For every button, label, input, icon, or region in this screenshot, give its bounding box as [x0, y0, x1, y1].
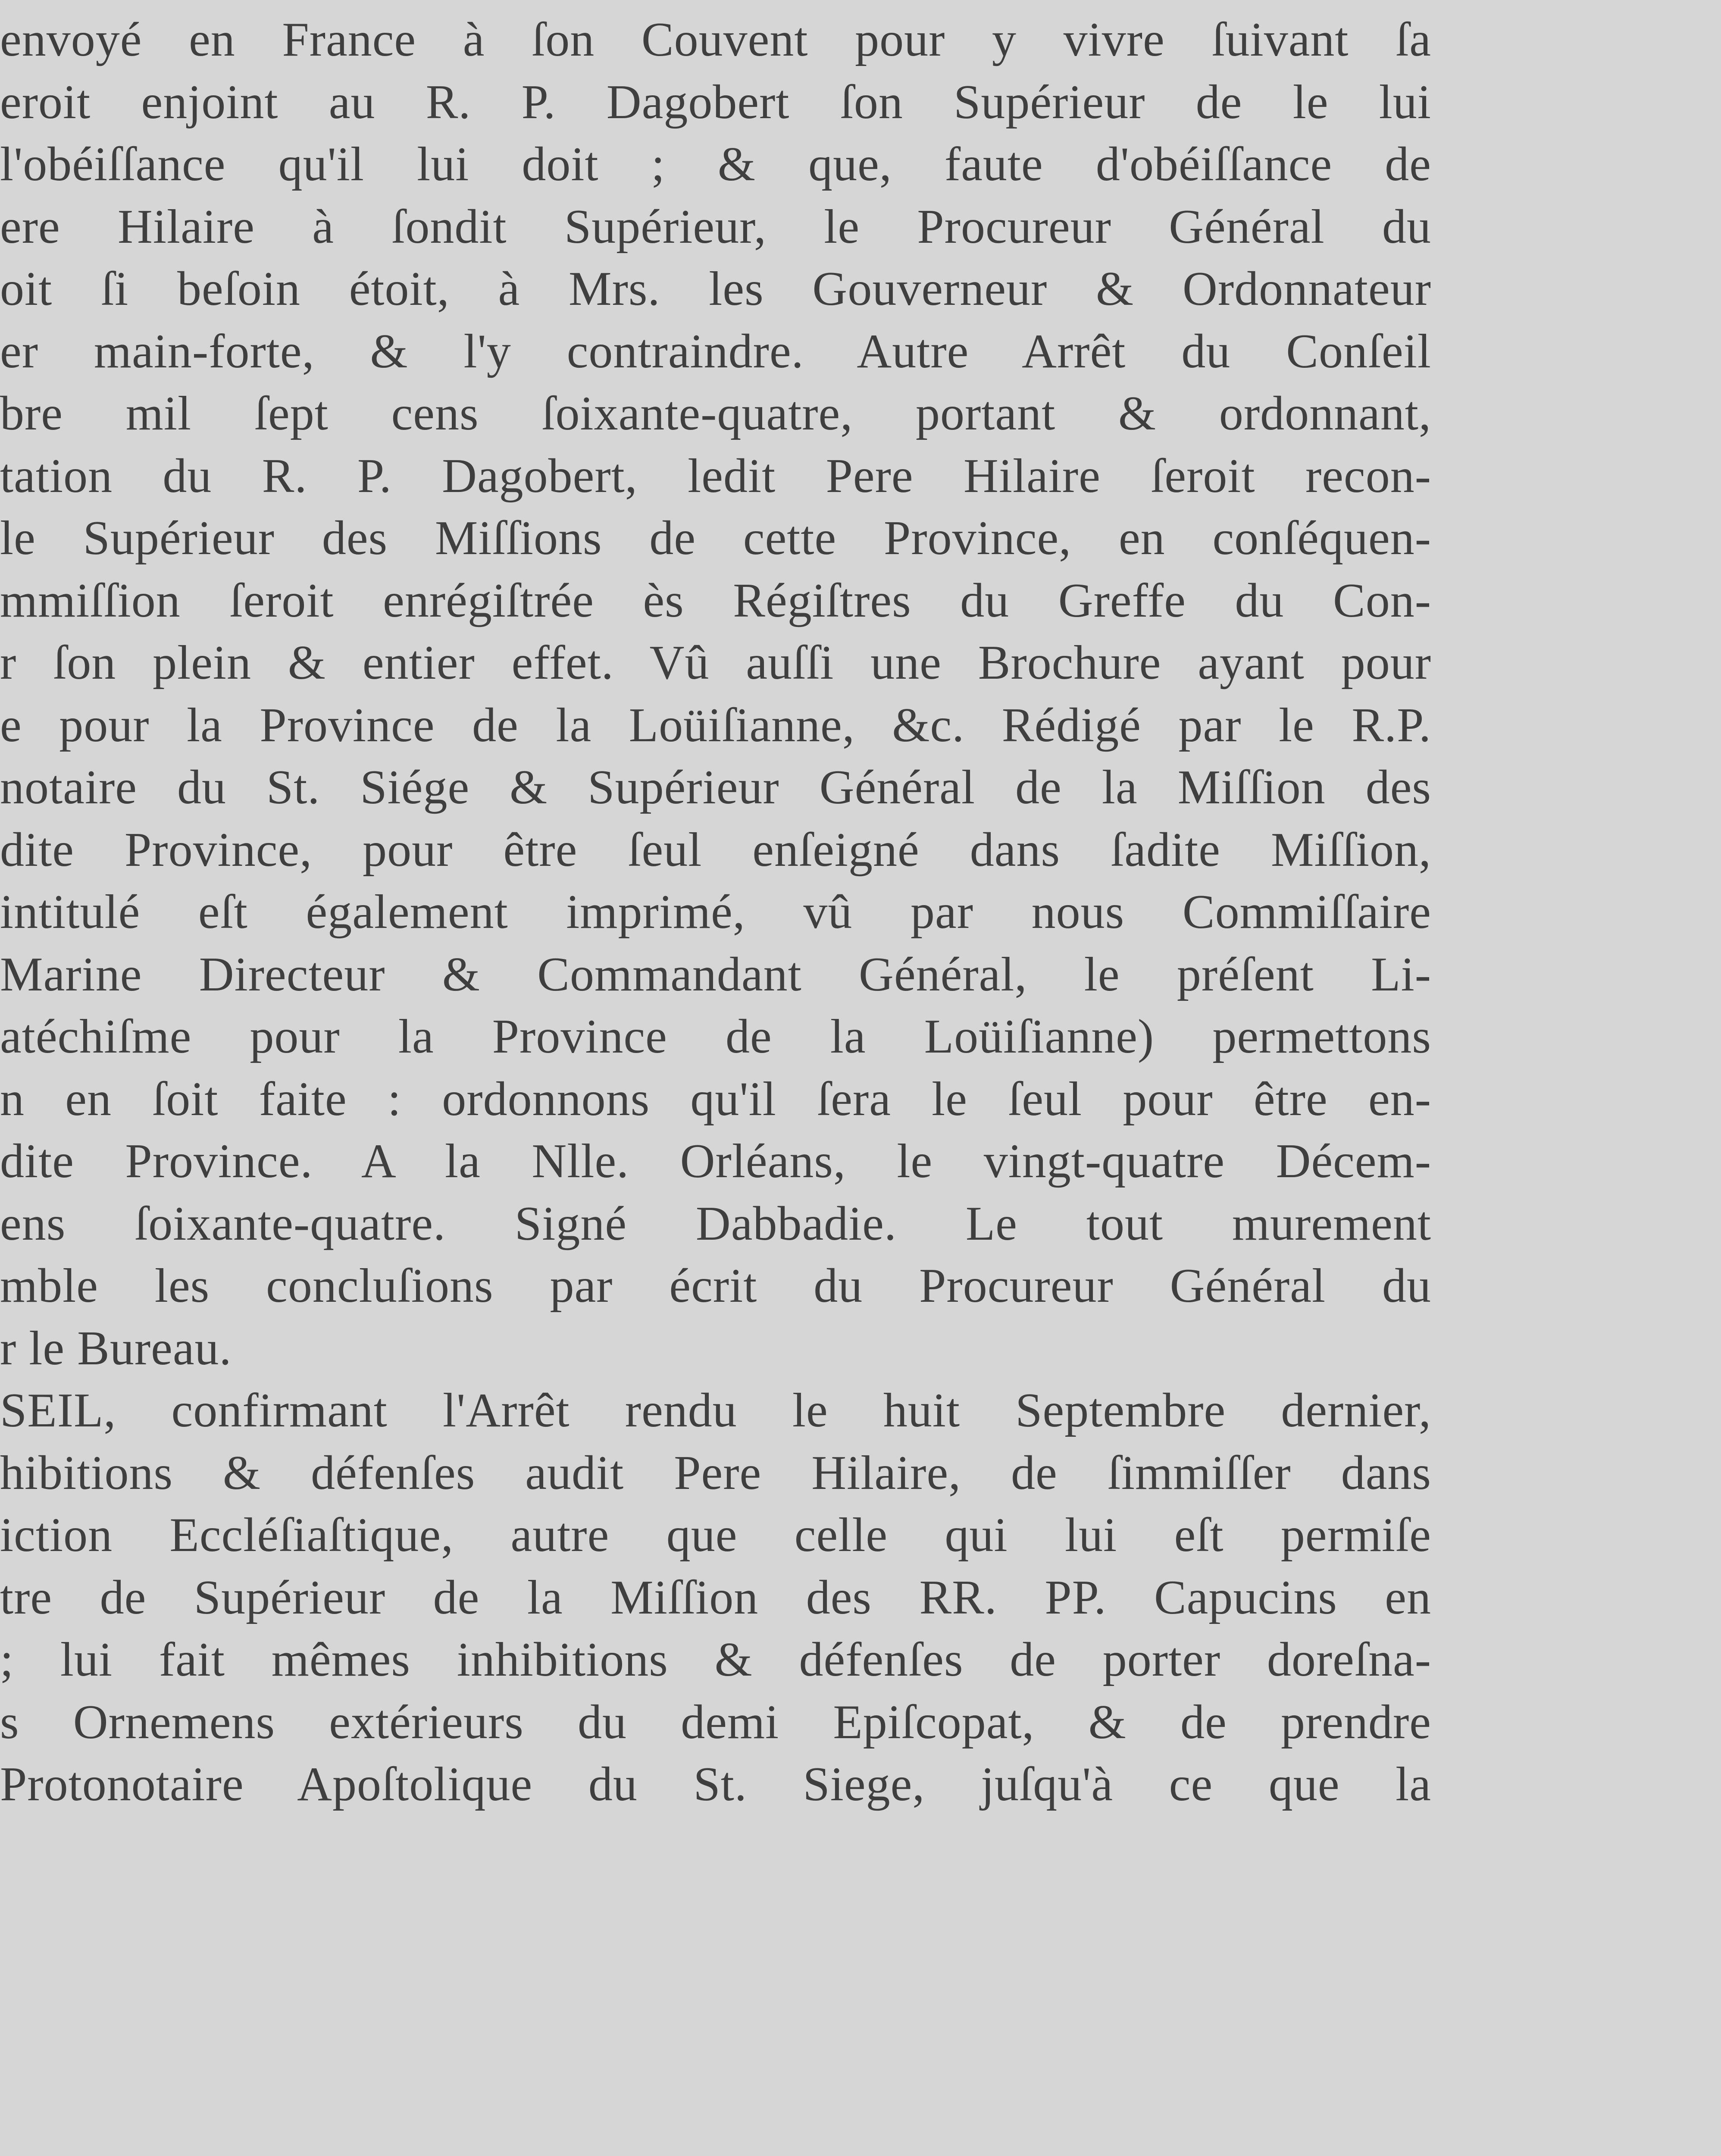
text-line: intitulé eſt également imprimé, vû par nous Commiſſaire — [0, 885, 1431, 939]
text-line: eroit enjoint au R. P. Dagobert ſon Supérieur de le lui — [0, 75, 1431, 129]
text-line: e pour la Province de la Loüiſianne, &c. Rédigé par le R.P. — [0, 698, 1431, 752]
text-line: le Supérieur des Miſſions de cette Province, en conſéquen- — [0, 511, 1431, 565]
text-line: iction Eccléſiaſtique, autre que celle qui lui eſt permiſe — [0, 1508, 1431, 1562]
text-line: ens ſoixante-quatre. Signé Dabbadie. Le tout murement — [0, 1197, 1431, 1250]
text-line: tre de Supérieur de la Miſſion des RR. PP. Capucins en — [0, 1570, 1431, 1624]
text-line: er main-forte, & l'y contraindre. Autre Arrêt du Conſeil — [0, 324, 1431, 378]
text-line: mmiſſion ſeroit enrégiſtrée ès Régiſtres du Greffe du Con- — [0, 573, 1431, 627]
text-line: envoyé en France à ſon Couvent pour y vivre ſuivant ſa — [0, 13, 1431, 66]
text-line: bre mil ſept cens ſoixante-quatre, portant & ordonnant, — [0, 387, 1431, 440]
text-line: dite Province. A la Nlle. Orléans, le vingt-quatre Décem- — [0, 1134, 1431, 1188]
text-line: ere Hilaire à ſondit Supérieur, le Procureur Général du — [0, 200, 1431, 254]
body-text — [0, 9, 1431, 1816]
text-line: l'obéiſſance qu'il lui doit ; & que, faute d'obéiſſance de — [0, 138, 1431, 191]
text-line: dite Province, pour être ſeul enſeigné dans ſadite Miſſion, — [0, 823, 1431, 877]
text-line: s Ornemens extérieurs du demi Epiſcopat, & de prendre — [0, 1695, 1431, 1749]
text-line: r ſon plein & entier effet. Vû auſſi une Brochure ayant pour — [0, 636, 1431, 689]
text-line: mble les concluſions par écrit du Procureur Général du — [0, 1259, 1431, 1313]
text-line: oit ſi beſoin étoit, à Mrs. les Gouverneur & Ordonnateur — [0, 262, 1431, 316]
text-line: SEIL, confirmant l'Arrêt rendu le huit Septembre dernier, — [0, 1384, 1431, 1437]
text-line: Marine Directeur & Commandant Général, le préſent Li- — [0, 947, 1431, 1001]
text-line: tation du R. P. Dagobert, ledit Pere Hilaire ſeroit recon- — [0, 449, 1431, 503]
text-line: atéchiſme pour la Province de la Loüiſianne) permettons — [0, 1010, 1431, 1063]
text-line: notaire du St. Siége & Supérieur Général de la Miſſion des — [0, 761, 1431, 814]
text-line: n en ſoit faite : ordonnons qu'il ſera le ſeul pour être en- — [0, 1072, 1431, 1126]
text-line: r le Bureau. — [0, 1321, 232, 1375]
text-line: hibitions & défenſes audit Pere Hilaire, de ſimmiſſer dans — [0, 1446, 1431, 1500]
text-line: ; lui fait mêmes inhibitions & défenſes de porter doreſna- — [0, 1633, 1431, 1686]
text-line: Protonotaire Apoſtolique du St. Siege, juſqu'à ce que la — [0, 1758, 1431, 1811]
